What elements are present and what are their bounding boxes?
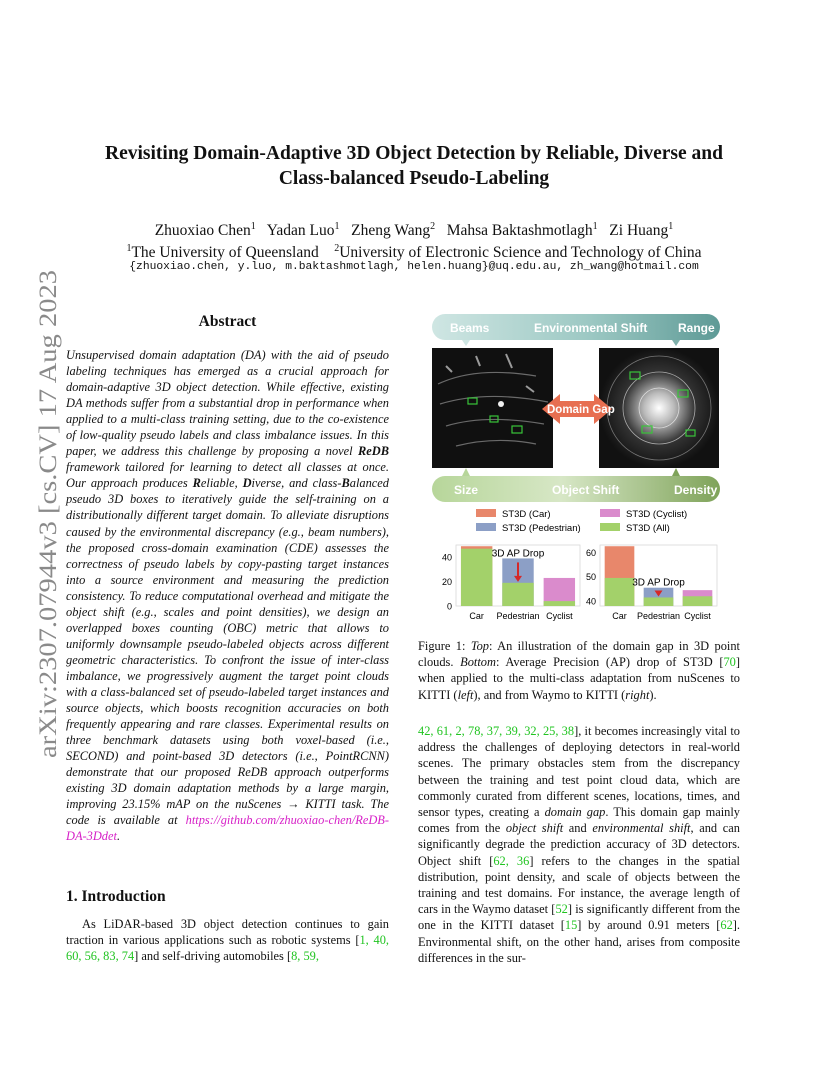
caption-text: ] when applied to the multi-class adaptation from nuScenes to KITTI ( <box>418 655 740 702</box>
legend-label: ST3D (Car) <box>502 509 551 520</box>
paper-title <box>60 141 768 191</box>
author-emails: {zhuoxiao.chen, y.luo, m.baktashmotlagh, helen.huang}@uq.edu.au, zh_wang@hotmail.com <box>129 261 699 273</box>
author: Zi Huang <box>609 222 669 240</box>
bar-st3d-all <box>461 549 492 606</box>
abstract-text: iverse, and class- <box>251 476 342 491</box>
intro-text: ] and self-driving automobiles [ <box>134 949 292 964</box>
affiliations <box>60 238 768 263</box>
bar-st3d-all <box>683 596 713 606</box>
abstract-bold-letter: D <box>242 476 252 491</box>
abstract-text: framework tailored for learning to detect all classes at once. Our approach produces <box>66 460 389 491</box>
legend-swatch-cyclist <box>600 509 620 517</box>
x-tick-label: Pedestrian <box>496 611 540 621</box>
intro-text: As LiDAR-based 3D object detection continues to gain traction in various applications such as robotic systems [ <box>66 917 389 948</box>
abstract-text: Unsupervised domain adaptation (DA) with the aid of pseudo labeling techniques has emerged as a crucial approach for domain-adaptive 3D object detection. While effective, existing DA methods suffer from a substantial drop in performance when applied to a multi-class training setting, due to the co-existence of low-quality pseudo labels and class imbalance issues. In this paper, we address this challenge by proposing a novel <box>66 348 389 459</box>
author-affil-mark: 1 <box>592 221 598 232</box>
abstract-bold-letter: R <box>192 476 201 491</box>
x-tick-label: Car <box>612 611 627 621</box>
bar-st3d-all <box>544 601 575 606</box>
y-tick-label: 0 <box>446 601 452 612</box>
caption-text: ). <box>649 687 657 702</box>
domain-gap-label: Domain Gap <box>547 404 615 416</box>
citation-link[interactable]: 62, 36 <box>493 853 530 868</box>
y-tick-label: 50 <box>585 572 596 583</box>
x-tick-label: Cyclist <box>684 611 711 621</box>
y-tick-label: 60 <box>585 547 596 558</box>
citation-link[interactable]: 8, 59, <box>291 949 319 964</box>
affiliation: University of Electronic Science and Technology of China <box>339 244 702 262</box>
caption-text: : An illustration of the domain gap in 3D point clouds. <box>418 639 740 670</box>
citation-link[interactable]: 52 <box>555 902 568 917</box>
body-text: , and can significantly degrade the prediction accuracy of 3D detectors. Object shift [ <box>418 821 740 868</box>
caption-text: left <box>457 687 474 702</box>
x-tick-label: Pedestrian <box>636 611 681 621</box>
chart-nuscenes-kitti <box>442 545 580 621</box>
range-label: Range <box>678 321 715 335</box>
intro-continued <box>418 723 740 966</box>
beams-label: Beams <box>450 321 490 335</box>
x-tick-label: Car <box>469 611 484 621</box>
arxiv-stamp-text: arXiv:2307.07944v3 [cs.CV] 17 Aug 2023 <box>35 330 62 758</box>
citation-link[interactable]: 1, 40, 60, 56, 83, 74 <box>66 933 389 964</box>
author-affil-mark: 2 <box>430 221 436 232</box>
legend-swatch-car <box>476 509 496 517</box>
citation-link[interactable]: 15 <box>564 918 578 933</box>
section-heading: 1. Introduction <box>66 888 166 905</box>
body-text: ] is significantly different from the one in the KITTI dataset [ <box>418 902 740 933</box>
object-shift-label: Object Shift <box>552 483 620 497</box>
affil-mark: 2 <box>334 243 340 254</box>
affiliation: The University of Queensland <box>131 244 319 262</box>
author: Mahsa Baktashmotlagh <box>446 222 593 240</box>
author: Zhuoxiao Chen <box>154 222 251 240</box>
caption-text: Bottom <box>460 655 496 670</box>
body-text: domain gap <box>544 805 606 820</box>
caption-text: Top <box>470 639 489 653</box>
y-tick-label: 40 <box>441 552 452 563</box>
bar-st3d-all <box>502 583 533 606</box>
figure-caption <box>418 638 740 703</box>
caption-text: Figure 1: <box>418 639 471 653</box>
arxiv-stamp <box>22 268 72 760</box>
lidar-image-right <box>599 348 719 468</box>
body-text: and <box>563 821 593 836</box>
drop-label: 3D AP Drop <box>632 577 685 589</box>
chart-legend <box>476 509 687 534</box>
abstract-redb: ReDB <box>358 444 389 459</box>
x-tick-label: Cyclist <box>546 611 573 621</box>
title-line-1: Revisiting Domain-Adaptive 3D Object Detection by Reliable, Diverse and <box>105 143 723 164</box>
body-text: ] refers to the changes in the spatial distribution, point density, and scale of objects between the training and test domains. For instance, the average length of cars in the Waymo dataset [ <box>418 853 740 917</box>
body-text: ], it becomes increasingly vital to address the challenges of deploying detectors in real-world scenes. The primary obstacles stem from the discrepancy between the training and test point cloud data, which are commonly curated from different scenes, locations, times, and sensor types, creating a <box>418 724 740 820</box>
intro-body <box>66 916 389 965</box>
drop-label: 3D AP Drop <box>491 548 545 560</box>
legend-swatch-pedestrian <box>476 523 496 531</box>
author-affil-mark: 1 <box>668 221 674 232</box>
author: Zheng Wang <box>351 222 431 240</box>
body-text: ] by around 0.91 meters [ <box>577 918 721 933</box>
legend-label: ST3D (Cyclist) <box>626 509 688 520</box>
affil-mark: 1 <box>126 243 132 254</box>
title-line-2: Class-balanced Pseudo-Labeling <box>278 168 550 189</box>
env-shift-label: Environmental Shift <box>534 321 648 335</box>
density-label: Density <box>674 483 718 497</box>
bar-st3d-all <box>644 597 674 606</box>
abstract-bold-letter: B <box>341 476 350 491</box>
lidar-image-left <box>432 348 553 468</box>
author-affil-mark: 1 <box>250 221 256 232</box>
caption-text: ), and from Waymo to KITTI ( <box>473 687 626 702</box>
caption-text: right <box>625 687 650 702</box>
object-shift-banner <box>432 468 720 502</box>
legend-swatch-all <box>600 523 620 531</box>
legend-label: ST3D (All) <box>626 523 670 534</box>
body-text: . This domain gap mainly comes from the <box>418 805 740 836</box>
abstract-text: . <box>116 829 121 844</box>
code-link[interactable]: https://github.com/zhuoxiao-chen/ReDB-DA-3Ddet <box>66 813 389 844</box>
caption-text: : Average Precision (AP) drop of ST3D [ <box>495 655 724 670</box>
y-tick-label: 40 <box>585 596 596 607</box>
environmental-shift-banner <box>432 314 720 346</box>
figure-1 <box>416 306 726 628</box>
citation-link[interactable]: 70 <box>723 655 736 670</box>
body-text: ]. Environmental shift, on the other hand, arises from composite differences in the sur- <box>418 918 740 965</box>
abstract-heading: Abstract <box>198 313 257 330</box>
y-tick-label: 20 <box>441 577 452 588</box>
body-text: object shift <box>505 821 564 836</box>
abstract-text: eliable, <box>200 476 243 491</box>
citation-link[interactable]: 62 <box>720 918 733 933</box>
bar-st3d-all <box>605 578 635 606</box>
chart-waymo-kitti <box>586 545 717 621</box>
abstract-body <box>66 347 389 844</box>
legend-label: ST3D (Pedestrian) <box>502 523 581 534</box>
author: Yadan Luo <box>266 222 335 240</box>
size-label: Size <box>454 483 479 497</box>
author-affil-mark: 1 <box>334 221 340 232</box>
abstract-text: alanced pseudo 3D boxes to iteratively guide the self-training on a distributionally different target domain. To alleviate disruptions caused by the environmental discrepancy (e.g., beam numbers), the proposed cross-domain examination (CDE) assesses the correctness of pseudo labels by copy-pasting target instances into a source environment and measuring the prediction consistency. To reduce computational overhead and mitigate the object shift (e.g., scales and point densities), we design an overlapped boxes counting (OBC) metric that allows to uniformly downsample pseudo-labeled objects across different geometric characteristics. To confront the issue of inter-class imbalance, we progressively augment the target point clouds with a class-balanced set of pseudo-labeled target instances and source objects, which boosts recognition accuracies on both frequently appearing and rare classes. Experimental results on three benchmark datasets using both voxel-based (i.e., SECOND) and point-based 3D detectors (i.e., PointRCNN) demonstrate that our proposed ReDB approach outperforms existing 3D domain adaptation methods by a large margin, improving 23.15% mAP on the nuScenes → KITTI task. The code is available at <box>66 476 389 828</box>
citation-link[interactable]: 42, 61, 2, 78, 37, 39, 32, 25, 38 <box>418 724 575 738</box>
body-text: environmental shift <box>592 821 691 836</box>
